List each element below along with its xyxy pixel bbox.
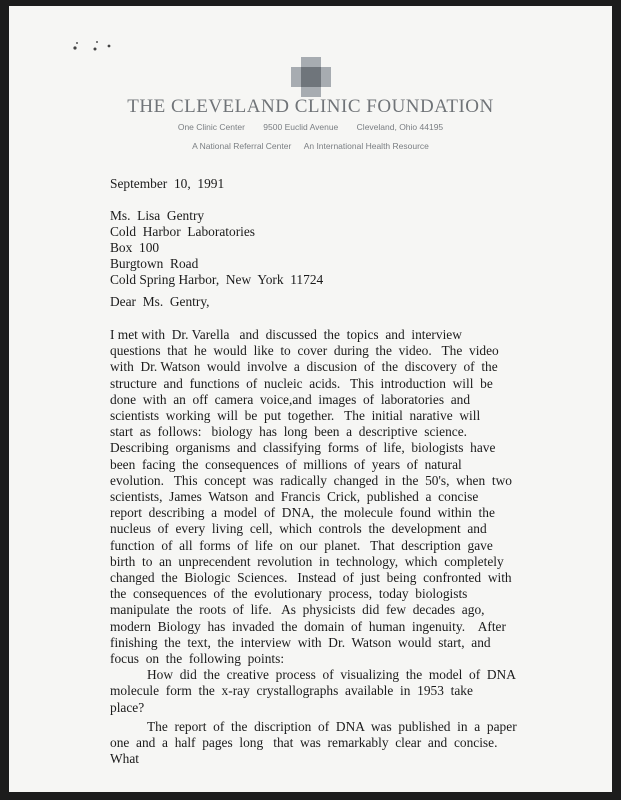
body-line: nucleus of every living cell, which controls the development and xyxy=(110,521,487,537)
salutation: Dear Ms. Gentry, xyxy=(110,294,210,309)
body-line: evolution. This concept was radically changed in the 50's, when two xyxy=(110,472,512,488)
body-line: modern Biology has invaded the domain of human ingenuity. After xyxy=(110,618,506,634)
address-line-2: 9500 Euclid Avenue xyxy=(263,122,339,132)
corner-marks-icon xyxy=(69,36,119,56)
body-line: I met with Dr. Varella and discussed the topics and interview xyxy=(110,327,462,342)
body-line: with Dr. Watson would involve a discusion of the discovery of the xyxy=(110,359,498,375)
recipient-line: Burgtown Road xyxy=(110,256,199,271)
question-line: place? xyxy=(110,699,145,715)
body-line: focus on the following points: xyxy=(110,651,285,667)
report-line: The report of the discription of DNA was published in a paper xyxy=(147,718,517,734)
recipient-line: Ms. Lisa Gentry xyxy=(110,208,205,223)
body-line: finishing the text, the interview with Dr. Watson would start, and xyxy=(110,634,491,650)
address-line-1: One Clinic Center xyxy=(177,122,245,132)
letter-page xyxy=(9,6,612,792)
body-line: scientists, James Watson and Francis Crick, published a concise xyxy=(110,489,479,505)
recipient-line: Cold Harbor Laboratories xyxy=(110,224,256,239)
question-line: molecule form the x-ray crystallographs available in 1953 take xyxy=(110,683,473,699)
body-line: structure and functions of nucleic acids. This introduction will be xyxy=(110,375,493,391)
body-line: function of all forms of life on our planet. That description gave xyxy=(110,537,493,553)
body-line: manipulate the roots of life. As physicists did few decades ago, xyxy=(110,602,485,618)
recipient-line: Cold Spring Harbor, New York 11724 xyxy=(110,272,324,287)
body-line: changed the Biologic Sciences. Instead of just being confronted with xyxy=(110,570,512,586)
body-line: start as follows: biology has long been a descriptive science. xyxy=(110,424,467,440)
org-name: THE CLEVELAND CLINIC FOUNDATION xyxy=(127,96,494,117)
org-address xyxy=(9,122,612,132)
address-line-3: Cleveland, Ohio 44195 xyxy=(356,122,444,132)
body-line: been facing the consequences of millions of years of natural xyxy=(110,456,462,472)
recipient-line: Box 100 xyxy=(110,240,160,255)
foundation-logo-icon xyxy=(291,57,331,97)
recipient-address xyxy=(110,208,323,288)
question-line: How did the creative process of visualizing the model of DNA xyxy=(147,667,516,683)
letter-body xyxy=(110,327,520,767)
body-line: done with an off camera voice,and images of laboratories and xyxy=(110,391,471,407)
tagline-1: A National Referral Center xyxy=(192,141,292,151)
org-tagline xyxy=(9,141,612,151)
body-line: Describing organisms and classifying forms of life, biologists have xyxy=(110,440,496,456)
report-line: one and a half pages long that was remarkably clear and concise. xyxy=(110,735,498,751)
tagline-2: An International Health Resource xyxy=(303,141,429,151)
report-line: What xyxy=(110,751,139,767)
body-line: report describing a model of DNA, the molecule found within the xyxy=(110,505,495,521)
body-line: questions that he would like to cover during the video. The video xyxy=(110,343,499,359)
body-line: birth to an unprecendent revolution in technology, which completely xyxy=(110,553,504,569)
letter-date: September 10, 1991 xyxy=(110,176,225,191)
body-line: the consequences of the evolutionary process, today biologists xyxy=(110,586,468,602)
body-line: scientists working will be put together. The initial narative will xyxy=(110,408,481,424)
